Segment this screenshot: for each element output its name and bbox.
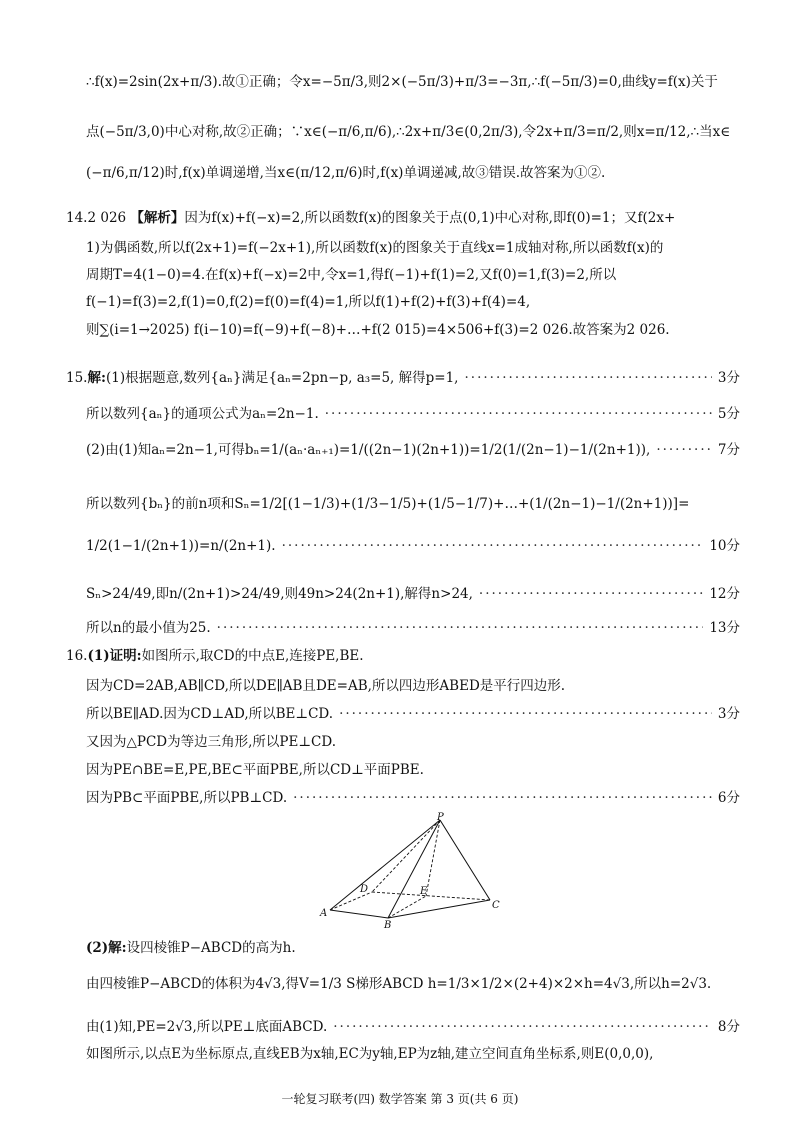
q16-line-3	[86, 704, 740, 724]
q14-analysis-tag: 【解析】	[130, 210, 185, 226]
edge-DC	[372, 892, 490, 900]
q16-text-3: 所以BE∥AD.因为CD⊥AD,所以BE⊥CD.	[86, 706, 334, 722]
q15-line-4: 所以数列{bₙ}的前n项和Sₙ=1/2[(1−1/3)+(1/3−1/5)+(1/5−1/7)+…+(1/(2n−1)−1/(2n+1))]=	[86, 496, 690, 512]
leader-dots	[282, 536, 704, 556]
q15-number: 15.	[66, 370, 88, 386]
edge-PC	[440, 820, 490, 900]
q13-line-2: 点(−5π/3,0)中心对称,故②正确；∵x∈(−π/6,π/6),∴2x+π/3∈(0,2π/3),令2x+π/3=π/2,则x=π/12,∴当x∈	[86, 124, 731, 140]
leader-dots	[333, 1017, 712, 1037]
q16-line-2: 因为CD=2AB,AB∥CD,所以DE∥AB且DE=AB,所以四边形ABED是平行四边形.	[86, 678, 566, 694]
q15-line-7	[86, 618, 740, 638]
q15-text-5: 1/2(1−1/(2n+1))=n/(2n+1).	[86, 538, 276, 554]
q15-text-6: Sₙ>24/49,即n/(2n+1)>24/49,则49n>24(2n+1),解得n>24,	[86, 586, 473, 602]
q16-line-9	[86, 1017, 740, 1037]
leader-dots	[325, 404, 712, 424]
leader-dots	[656, 440, 712, 460]
score-6: 6分	[717, 790, 740, 806]
leader-dots	[217, 618, 704, 638]
label-D: D	[360, 884, 369, 895]
q14-number: 14.2 026	[66, 210, 127, 226]
q14-line-3: 周期T=4(1−0)=4.在f(x)+f(−x)=2中,令x=1,得f(−1)+f(1)=2,又f(0)=1,f(3)=2,所以	[86, 267, 617, 283]
q16-proof-tag: (1)证明:	[87, 648, 142, 664]
q14-line-2: 1)为偶函数,所以f(2x+1)=f(−2x+1),所以函数f(x)的图象关于直线x=1成轴对称,所以函数f(x)的	[86, 240, 664, 256]
q15-line-3	[86, 440, 740, 460]
leader-dots	[293, 788, 712, 808]
q14-line-5: 则∑(i=1→2025) f(i−10)=f(−9)+f(−8)+…+f(2 015)=4×506+f(3)=2 026.故答案为2 026.	[86, 322, 670, 338]
page-footer: 一轮复习联考(四) 数学答案 第 3 页(共 6 页)	[281, 1092, 519, 1106]
q15-line-1	[66, 368, 740, 388]
score-7: 7分	[717, 442, 740, 458]
label-B: B	[384, 920, 392, 930]
leader-dots	[464, 368, 711, 388]
label-E: E	[420, 886, 428, 897]
q16-text-7: 设四棱锥P−ABCD的高为h.	[126, 940, 296, 956]
q15-line-6	[86, 584, 740, 604]
q14-text-1: 因为f(x)+f(−x)=2,所以函数f(x)的图象关于点(0,1)中心对称,即f(0)=1；又f(2x+	[184, 210, 676, 226]
q15-text-7: 所以n的最小值为25.	[86, 620, 211, 636]
score-5: 5分	[717, 406, 740, 422]
q13-line-1: ∴f(x)=2sin(2x+π/3).故①正确；令x=−5π/3,则2×(−5π/3)+π/3=−3π,∴f(−5π/3)=0,曲线y=f(x)关于	[86, 74, 718, 90]
q16-line-8: 由四棱锥P−ABCD的体积为4√3,得V=1/3 S梯形ABCD h=1/3×1/2×(2+4)×2×h=4√3,所以h=2√3.	[86, 976, 712, 992]
q15-text-1: (1)根据题意,数列{aₙ}满足{aₙ=2pn−p, a₃=5, 解得p=1,	[105, 370, 459, 386]
q14-line-4: f(−1)=f(3)=2,f(1)=0,f(2)=f(0)=f(4)=1,所以f(1)+f(2)+f(3)+f(4)=4,	[86, 294, 531, 310]
q15-solution-tag: 解:	[87, 370, 106, 386]
leader-dots	[479, 584, 703, 604]
q15-text-3: (2)由(1)知aₙ=2n−1,可得bₙ=1/(aₙ·aₙ₊₁)=1/((2n−1)(2n+1))=1/2(1/(2n−1)−1/(2n+1)),	[86, 442, 651, 458]
q15-line-2	[86, 404, 740, 424]
q16-text-6: 因为PB⊂平面PBE,所以PB⊥CD.	[86, 790, 288, 806]
leader-dots	[339, 704, 712, 724]
edge-PB	[388, 820, 440, 918]
score-12: 12分	[709, 586, 740, 602]
score-3b: 3分	[717, 706, 740, 722]
q14-line-1	[66, 208, 740, 228]
q13-line-3: (−π/6,π/12)时,f(x)单调递增,当x∈(π/12,π/6)时,f(x)单调递减,故③错误.故答案为①②.	[86, 165, 606, 181]
label-P: P	[437, 812, 444, 823]
score-13: 13分	[709, 620, 740, 636]
score-3: 3分	[717, 370, 740, 386]
q16-line-0	[66, 646, 740, 666]
label-A: A	[320, 908, 328, 919]
label-C: C	[492, 900, 500, 911]
q16-number: 16.	[66, 648, 88, 664]
q16-line-5: 因为PE∩BE=E,PE,BE⊂平面PBE,所以CD⊥平面PBE.	[86, 762, 424, 778]
edge-PD	[372, 820, 440, 892]
q15-text-2: 所以数列{aₙ}的通项公式为aₙ=2n−1.	[86, 406, 319, 422]
score-10: 10分	[709, 538, 740, 554]
q16-text-9: 由(1)知,PE=2√3,所以PE⊥底面ABCD.	[86, 1019, 328, 1035]
q16-text-1: 如图所示,取CD的中点E,连接PE,BE.	[141, 648, 364, 664]
q15-line-5	[86, 536, 740, 556]
score-8: 8分	[717, 1019, 740, 1035]
pyramid-figure	[318, 812, 508, 930]
edge-PE	[426, 820, 440, 896]
q16-part2-tag: (2)解:	[86, 940, 127, 956]
q16-line-6	[86, 788, 740, 808]
q16-line-10: 如图所示,以点E为坐标原点,直线EB为x轴,EC为y轴,EP为z轴,建立空间直角坐标系,则E(0,0,0),	[86, 1046, 654, 1062]
edge-AB	[330, 910, 388, 918]
q16-line-4: 又因为△PCD为等边三角形,所以PE⊥CD.	[86, 734, 337, 750]
q16-line-7	[86, 938, 740, 958]
